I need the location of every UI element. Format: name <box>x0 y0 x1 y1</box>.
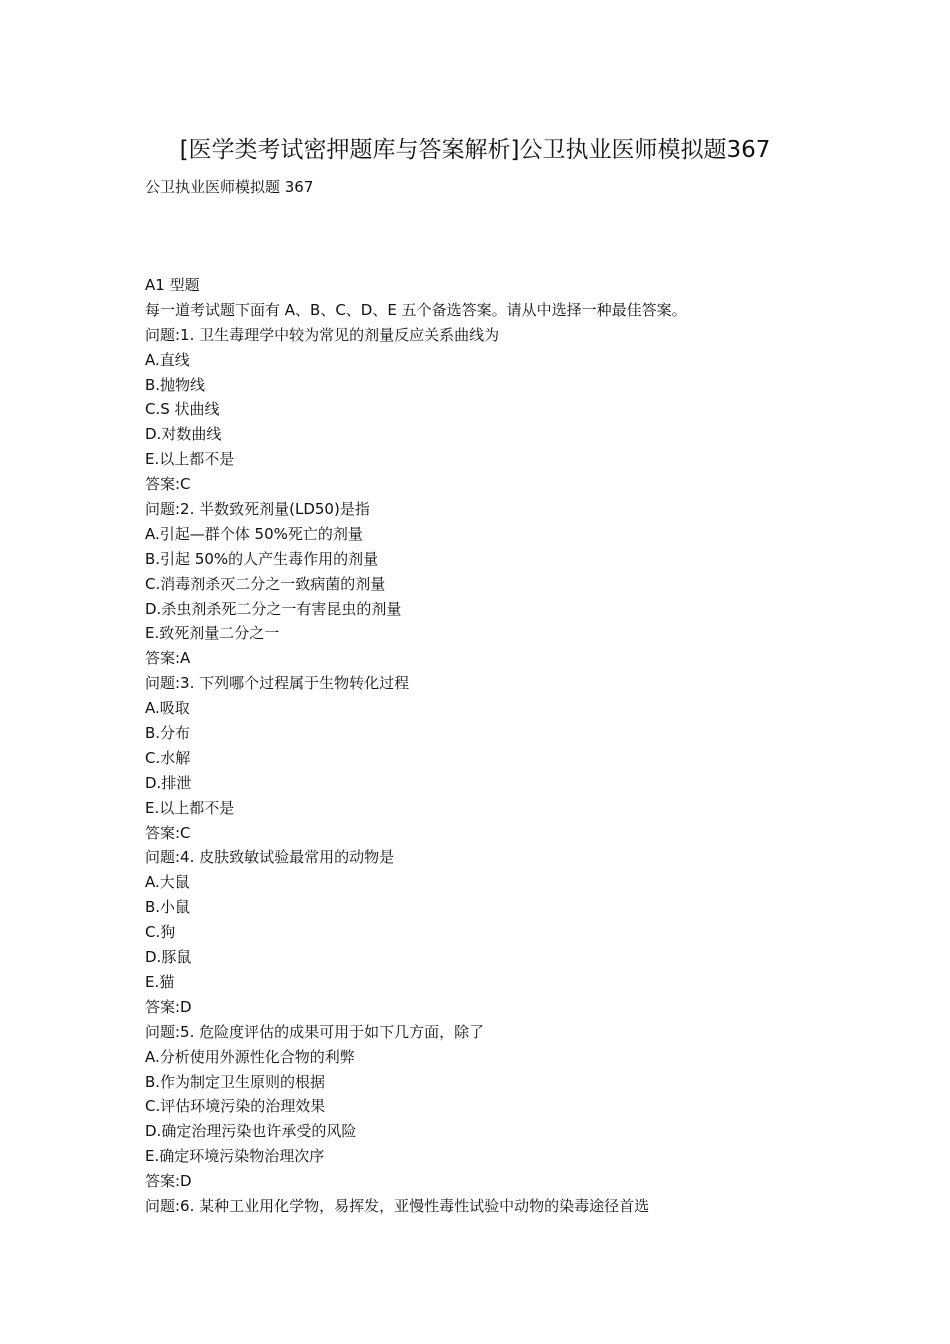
q4-option-a: A.大鼠 <box>145 873 190 892</box>
q5-answer: 答案:D <box>145 1172 192 1191</box>
q4-option-e: E.猫 <box>145 972 175 991</box>
q1-option-b: B.抛物线 <box>145 375 206 394</box>
q3-answer: 答案:C <box>145 823 191 842</box>
q3-option-e: E.以上都不是 <box>145 798 235 817</box>
q1-option-a: A.直线 <box>145 350 190 369</box>
q3-option-c: C.水解 <box>145 748 191 767</box>
document-subtitle: 公卫执业医师模拟题 367 <box>145 178 314 196</box>
q2-option-c: C.消毒剂杀灭二分之一致病菌的剂量 <box>145 574 386 593</box>
document-title: [医学类考试密押题库与答案解析]公卫执业医师模拟题367 <box>179 137 771 163</box>
q5-option-b: B.作为制定卫生原则的根据 <box>145 1072 326 1091</box>
q2-option-a: A.引起—群个体 50%死亡的剂量 <box>145 524 363 543</box>
section-heading: A1 型题 <box>145 276 200 294</box>
question-5: 问题:5. 危险度评估的成果可用于如下几方面，除了 <box>145 1022 485 1041</box>
q2-answer: 答案:A <box>145 649 191 668</box>
q3-option-b: B.分布 <box>145 724 191 743</box>
q2-option-b: B.引起 50%的人产生毒作用的剂量 <box>145 549 379 568</box>
q4-option-c: C.狗 <box>145 923 176 942</box>
q3-option-d: D.排泄 <box>145 773 192 792</box>
q5-option-d: D.确定治理污染也许承受的风险 <box>145 1122 357 1141</box>
question-1: 问题:1. 卫生毒理学中较为常见的剂量反应关系曲线为 <box>145 325 500 344</box>
q1-option-d: D.对数曲线 <box>145 425 222 444</box>
document-body <box>145 273 845 1219</box>
question-3: 问题:3. 下列哪个过程属于生物转化过程 <box>145 674 410 693</box>
q4-answer: 答案:D <box>145 997 192 1016</box>
q2-option-e: E.致死剂量二分之一 <box>145 624 280 643</box>
q5-option-c: C.评估环境污染的治理效果 <box>145 1097 326 1116</box>
instructions: 每一道考试题下面有 A、B、C、D、E 五个备选答案。请从中选择一种最佳答案。 <box>145 300 687 319</box>
q1-option-e: E.以上都不是 <box>145 450 235 469</box>
q4-option-b: B.小鼠 <box>145 898 191 917</box>
q3-option-a: A.吸取 <box>145 699 190 718</box>
q2-option-d: D.杀虫剂杀死二分之一有害昆虫的剂量 <box>145 599 402 618</box>
q4-option-d: D.豚鼠 <box>145 948 192 967</box>
question-6: 问题:6. 某种工业用化学物，易挥发，亚慢性毒性试验中动物的染毒途径首选 <box>145 1196 650 1215</box>
q1-option-c: C.S 状曲线 <box>145 400 220 419</box>
q5-option-e: E.确定环境污染物治理次序 <box>145 1147 325 1166</box>
q1-answer: 答案:C <box>145 475 191 494</box>
q5-option-a: A.分析使用外源性化合物的利弊 <box>145 1047 355 1066</box>
question-4: 问题:4. 皮肤致敏试验最常用的动物是 <box>145 848 395 867</box>
question-2: 问题:2. 半数致死剂量(LD50)是指 <box>145 500 370 519</box>
